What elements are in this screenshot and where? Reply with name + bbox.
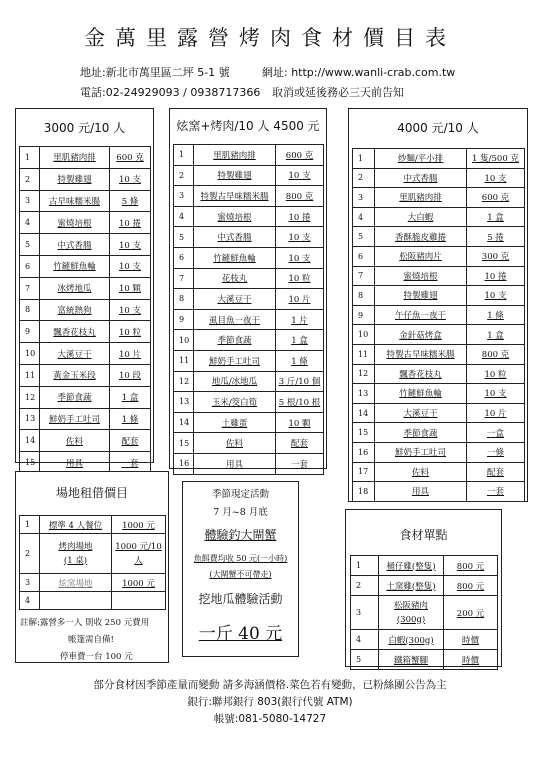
table-row xyxy=(353,442,525,462)
table-row xyxy=(353,482,525,502)
table-row xyxy=(353,344,525,364)
row-number: 13 xyxy=(174,392,194,413)
row-number: 9 xyxy=(20,321,40,343)
package-4000-panel xyxy=(348,108,528,502)
item-quantity: 200 元 xyxy=(444,596,498,630)
item-name: 炫窯場地 xyxy=(40,574,112,592)
package-4500-title: 炫窯+烤肉/10 人 4500 元 xyxy=(176,119,320,133)
row-number: 4 xyxy=(351,630,379,650)
crab-fishing-note: (大閘蟹不可帶走) xyxy=(209,570,272,579)
table-row xyxy=(353,188,525,208)
item-quantity xyxy=(112,592,166,610)
table-row xyxy=(20,430,151,452)
table-row xyxy=(353,227,525,247)
item-name: 特製古早味糯米腸 xyxy=(375,344,467,364)
table-row xyxy=(20,574,166,592)
item-name: 用具 xyxy=(375,482,467,502)
bank-info: 銀行:聯邦銀行 803(銀行代號 ATM) xyxy=(187,696,353,708)
item-name: 竹鏈鮮魚輪 xyxy=(40,255,110,277)
item-quantity: 配套 xyxy=(110,430,151,452)
rental-panel xyxy=(15,471,169,663)
row-number: 5 xyxy=(20,234,40,256)
table-row xyxy=(20,516,166,534)
item-quantity: 時價 xyxy=(444,650,498,670)
item-name: 佐料 xyxy=(375,462,467,482)
item-name: 虱目魚一夜干 xyxy=(194,309,276,330)
item-quantity: 10 支 xyxy=(467,168,525,188)
item-quantity: 800 元 xyxy=(444,576,498,596)
row-number: 4 xyxy=(20,212,40,234)
item-quantity: 10 支 xyxy=(276,227,324,248)
website[interactable]: 網址: http://www.wanli-crab.com.tw xyxy=(262,66,456,79)
row-number: 6 xyxy=(20,255,40,277)
item-name: 季節食蔬 xyxy=(375,423,467,443)
table-row xyxy=(353,168,525,188)
table-row xyxy=(174,268,324,289)
item-name: 大白蝦 xyxy=(375,207,467,227)
row-number: 14 xyxy=(174,412,194,433)
item-quantity: 一盒 xyxy=(467,423,525,443)
item-quantity: 一套 xyxy=(467,482,525,502)
item-quantity: 1000 元/10 人 xyxy=(112,534,166,574)
row-number: 3 xyxy=(351,596,379,630)
item-quantity: 600 克 xyxy=(276,145,324,166)
row-number: 11 xyxy=(353,344,375,364)
item-quantity: 1 條 xyxy=(276,350,324,371)
item-quantity: 配套 xyxy=(276,433,324,454)
package-4500-table xyxy=(173,144,324,475)
table-row xyxy=(20,299,151,321)
single-items-table xyxy=(350,555,498,670)
item-quantity: 一條 xyxy=(467,442,525,462)
item-name: 佐料 xyxy=(40,430,110,452)
item-name: 大溪豆干 xyxy=(375,403,467,423)
item-name: 松阪豬肉 (300g) xyxy=(379,596,444,630)
table-row xyxy=(20,147,151,169)
row-number: 18 xyxy=(353,482,375,502)
item-quantity: 300 克 xyxy=(467,246,525,266)
item-name: 里肌豬肉排 xyxy=(40,147,110,169)
item-name: 玉米/筊白筍 xyxy=(194,392,276,413)
item-name: 鐵箱蟹腳 xyxy=(379,650,444,670)
item-quantity: 10 粒 xyxy=(110,321,151,343)
item-name: 特製雞翅 xyxy=(40,168,110,190)
item-quantity: 1 條 xyxy=(467,305,525,325)
table-row xyxy=(174,186,324,207)
row-number: 3 xyxy=(353,188,375,208)
item-quantity: 5 條 xyxy=(110,190,151,212)
table-row xyxy=(20,592,166,610)
table-row xyxy=(353,462,525,482)
single-items-panel xyxy=(345,509,502,667)
row-number: 1 xyxy=(353,149,375,169)
item-quantity: 10 捲 xyxy=(110,212,151,234)
package-4000-table xyxy=(352,148,525,502)
rental-note-parking: 停車費一台 100 元 xyxy=(60,652,133,662)
item-name: 特製雞翅 xyxy=(375,286,467,306)
table-row xyxy=(20,364,151,386)
item-name: 炒麵/平小排 xyxy=(375,149,467,169)
item-name: 中式香腸 xyxy=(194,227,276,248)
item-quantity: 1 盒 xyxy=(467,207,525,227)
item-name: 松阪豬肉片 xyxy=(375,246,467,266)
item-name: 土雞蛋 xyxy=(194,412,276,433)
item-quantity: 5 根/10 根 xyxy=(276,392,324,413)
row-number: 16 xyxy=(174,453,194,474)
row-number: 17 xyxy=(353,462,375,482)
crab-fishing-activity: 體驗釣大閘蟹 xyxy=(204,528,277,542)
table-row xyxy=(353,423,525,443)
row-number: 2 xyxy=(174,165,194,186)
rental-table xyxy=(19,515,166,610)
table-row xyxy=(20,343,151,365)
item-quantity: 600 克 xyxy=(467,188,525,208)
row-number: 1 xyxy=(351,556,379,576)
table-row xyxy=(174,206,324,227)
table-row xyxy=(174,247,324,268)
cancel-notice: 取消或延後務必三天前告知 xyxy=(272,86,404,99)
address: 地址:新北市萬里區二坪 5-1 號 xyxy=(80,66,230,79)
bank-account: 帳號:081-5080-14727 xyxy=(213,713,327,725)
item-quantity: 10 粒 xyxy=(467,364,525,384)
table-row xyxy=(20,255,151,277)
table-row xyxy=(20,212,151,234)
table-row xyxy=(174,227,324,248)
row-number: 14 xyxy=(353,403,375,423)
item-name: 富統熱狗 xyxy=(40,299,110,321)
row-number: 3 xyxy=(20,574,40,592)
item-name xyxy=(40,592,112,610)
table-row xyxy=(20,386,151,408)
item-name: 鮮奶手工吐司 xyxy=(40,408,110,430)
table-row xyxy=(353,305,525,325)
table-row xyxy=(353,286,525,306)
item-name: 冰烤地瓜 xyxy=(40,277,110,299)
item-quantity: 10 支 xyxy=(110,168,151,190)
item-name: 桶仔雞(整隻) xyxy=(379,556,444,576)
item-quantity: 5 捲 xyxy=(467,227,525,247)
item-quantity: 1 條 xyxy=(110,408,151,430)
table-row xyxy=(353,403,525,423)
item-quantity: 配套 xyxy=(467,462,525,482)
table-row xyxy=(20,321,151,343)
row-number: 15 xyxy=(353,423,375,443)
item-name: 金針菇烤盒 xyxy=(375,325,467,345)
item-name: 大溪豆干 xyxy=(40,343,110,365)
item-quantity: 3 斤/10 個 xyxy=(276,371,324,392)
row-number: 3 xyxy=(174,186,194,207)
item-name: 鮮奶手工吐司 xyxy=(375,442,467,462)
item-name: 竹鏈鮮魚輪 xyxy=(375,384,467,404)
table-row xyxy=(174,350,324,371)
item-quantity: 800 克 xyxy=(276,186,324,207)
item-quantity: 10 顆 xyxy=(110,277,151,299)
item-name: 香酥脆皮雞捲 xyxy=(375,227,467,247)
table-row xyxy=(353,246,525,266)
item-name: 用具 xyxy=(194,453,276,474)
rental-note-tent: 帳篷需自備! xyxy=(68,635,114,645)
item-quantity: 10 粒 xyxy=(276,268,324,289)
item-name: 花枝丸 xyxy=(194,268,276,289)
row-number: 3 xyxy=(20,190,40,212)
item-name: 中式香腸 xyxy=(375,168,467,188)
table-row xyxy=(353,207,525,227)
item-quantity: 10 支 xyxy=(110,255,151,277)
item-name: 季節食蔬 xyxy=(40,386,110,408)
table-row xyxy=(174,330,324,351)
table-row xyxy=(20,277,151,299)
table-row xyxy=(351,630,498,650)
item-quantity: 1 隻/500 克 xyxy=(467,149,525,169)
row-number: 14 xyxy=(20,430,40,452)
item-quantity: 1 盒 xyxy=(467,325,525,345)
table-row xyxy=(20,534,166,574)
item-name: 用具 xyxy=(40,452,110,474)
package-3000-panel xyxy=(15,108,154,469)
table-row xyxy=(351,556,498,576)
table-row xyxy=(174,412,324,433)
row-number: 5 xyxy=(351,650,379,670)
table-row xyxy=(20,234,151,256)
item-quantity: 800 克 xyxy=(467,344,525,364)
item-name: 佐料 xyxy=(194,433,276,454)
table-row xyxy=(174,165,324,186)
item-name: 土窯雞(整隻) xyxy=(379,576,444,596)
item-name: 大溪豆干 xyxy=(194,289,276,310)
row-number: 2 xyxy=(20,168,40,190)
table-row xyxy=(353,364,525,384)
row-number: 8 xyxy=(20,299,40,321)
row-number: 12 xyxy=(353,364,375,384)
item-quantity: 1 盒 xyxy=(110,386,151,408)
item-name: 標準 4 人餐位 xyxy=(40,516,112,534)
seasonal-title: 季節現定活動 xyxy=(211,489,269,500)
table-row xyxy=(351,596,498,630)
row-number: 2 xyxy=(20,534,40,574)
row-number: 4 xyxy=(174,206,194,227)
item-name: 季節食蔬 xyxy=(194,330,276,351)
item-name: 里肌豬肉排 xyxy=(194,145,276,166)
page-title: 金萬里露營烤肉食材價目表 xyxy=(84,26,456,50)
item-quantity: 10 支 xyxy=(276,165,324,186)
package-3000-table xyxy=(19,146,151,474)
row-number: 8 xyxy=(353,286,375,306)
item-name: 地瓜/冰地瓜 xyxy=(194,371,276,392)
item-name: 飄香花枝丸 xyxy=(375,364,467,384)
package-3000-title: 3000 元/10 人 xyxy=(43,121,126,135)
row-number: 12 xyxy=(174,371,194,392)
row-number: 2 xyxy=(353,168,375,188)
table-row xyxy=(20,408,151,430)
item-name: 竹鏈鮮魚輪 xyxy=(194,247,276,268)
row-number: 1 xyxy=(20,516,40,534)
table-row xyxy=(351,576,498,596)
item-quantity: 10 片 xyxy=(110,343,151,365)
row-number: 12 xyxy=(20,386,40,408)
row-number: 6 xyxy=(174,247,194,268)
item-name: 鮮奶手工吐司 xyxy=(194,350,276,371)
package-4000-title: 4000 元/10 人 xyxy=(397,121,479,135)
row-number: 13 xyxy=(20,408,40,430)
table-row xyxy=(353,384,525,404)
item-name: 蜜燒培根 xyxy=(40,212,110,234)
item-quantity: 10 段 xyxy=(110,364,151,386)
table-row xyxy=(353,266,525,286)
item-quantity: 10 支 xyxy=(276,247,324,268)
table-row xyxy=(174,453,324,474)
table-row xyxy=(174,145,324,166)
potato-price: 一斤 40 元 xyxy=(198,624,283,644)
table-row xyxy=(20,190,151,212)
item-name: 古早味糯米腸 xyxy=(40,190,110,212)
item-quantity: 時價 xyxy=(444,630,498,650)
row-number: 7 xyxy=(174,268,194,289)
rental-title: 場地租借價目 xyxy=(55,486,128,500)
row-number: 2 xyxy=(351,576,379,596)
row-number: 5 xyxy=(353,227,375,247)
item-quantity: 1000 元 xyxy=(112,516,166,534)
item-quantity: 10 支 xyxy=(467,286,525,306)
row-number: 11 xyxy=(174,350,194,371)
row-number: 16 xyxy=(353,442,375,462)
row-number: 7 xyxy=(353,266,375,286)
item-quantity: 一套 xyxy=(110,452,151,474)
item-name: 里肌豬肉排 xyxy=(375,188,467,208)
table-row xyxy=(353,325,525,345)
item-quantity: 10 顆 xyxy=(276,412,324,433)
item-name: 蜜燒培根 xyxy=(194,206,276,227)
single-items-title: 食材單點 xyxy=(399,528,448,542)
row-number: 4 xyxy=(20,592,40,610)
item-name: 飄香花枝丸 xyxy=(40,321,110,343)
item-quantity: 10 片 xyxy=(467,403,525,423)
item-name: 蜜燒培根 xyxy=(375,266,467,286)
row-number: 7 xyxy=(20,277,40,299)
row-number: 8 xyxy=(174,289,194,310)
table-row xyxy=(174,289,324,310)
seasonal-dates: 7 月~8 月底 xyxy=(213,507,268,518)
row-number: 4 xyxy=(353,207,375,227)
item-quantity: 10 支 xyxy=(467,384,525,404)
table-row xyxy=(351,650,498,670)
item-name: 午仔魚一夜干 xyxy=(375,305,467,325)
item-quantity: 800 元 xyxy=(444,556,498,576)
row-number: 1 xyxy=(174,145,194,166)
item-quantity: 1 片 xyxy=(276,309,324,330)
row-number: 9 xyxy=(174,309,194,330)
row-number: 1 xyxy=(20,147,40,169)
item-name: 特製雞翅 xyxy=(194,165,276,186)
item-quantity: 1000 元 xyxy=(112,574,166,592)
phone: 電話:02-24929093 / 0938717366 xyxy=(80,86,261,99)
table-row xyxy=(174,309,324,330)
row-number: 15 xyxy=(20,452,40,474)
row-number: 13 xyxy=(353,384,375,404)
item-quantity: 一套 xyxy=(276,453,324,474)
table-row xyxy=(174,392,324,413)
row-number: 15 xyxy=(174,433,194,454)
row-number: 10 xyxy=(20,343,40,365)
item-name: 烤肉場地 (1 桌) xyxy=(40,534,112,574)
item-quantity: 10 捲 xyxy=(467,266,525,286)
crab-fishing-fee: 魚餌費均收 50 元(一小時) xyxy=(193,554,288,563)
item-name: 白蝦(300g) xyxy=(379,630,444,650)
table-row xyxy=(174,371,324,392)
row-number: 5 xyxy=(174,227,194,248)
item-quantity: 10 支 xyxy=(110,234,151,256)
footer-note: 部分食材因季節產量而變動 請多海涵價格.菜色若有變動，已粉絲團公告為主 xyxy=(93,679,447,691)
seasonal-panel xyxy=(182,481,299,657)
item-name: 特製古早味糯米腸 xyxy=(194,186,276,207)
item-quantity: 10 片 xyxy=(276,289,324,310)
row-number: 11 xyxy=(20,364,40,386)
item-name: 黃金玉米段 xyxy=(40,364,110,386)
item-name: 中式香腸 xyxy=(40,234,110,256)
table-row xyxy=(353,149,525,169)
table-row xyxy=(20,168,151,190)
rental-note-extra-person: 註解:露營多一人 則收 250 元費用 xyxy=(20,618,150,628)
item-quantity: 10 捲 xyxy=(276,206,324,227)
table-row xyxy=(174,433,324,454)
item-quantity: 1 盒 xyxy=(276,330,324,351)
potato-digging-activity: 挖地瓜體驗活動 xyxy=(198,592,283,606)
row-number: 10 xyxy=(174,330,194,351)
row-number: 9 xyxy=(353,305,375,325)
item-quantity: 600 克 xyxy=(110,147,151,169)
row-number: 6 xyxy=(353,246,375,266)
row-number: 10 xyxy=(353,325,375,345)
package-4500-panel xyxy=(169,108,327,469)
item-quantity: 10 支 xyxy=(110,299,151,321)
